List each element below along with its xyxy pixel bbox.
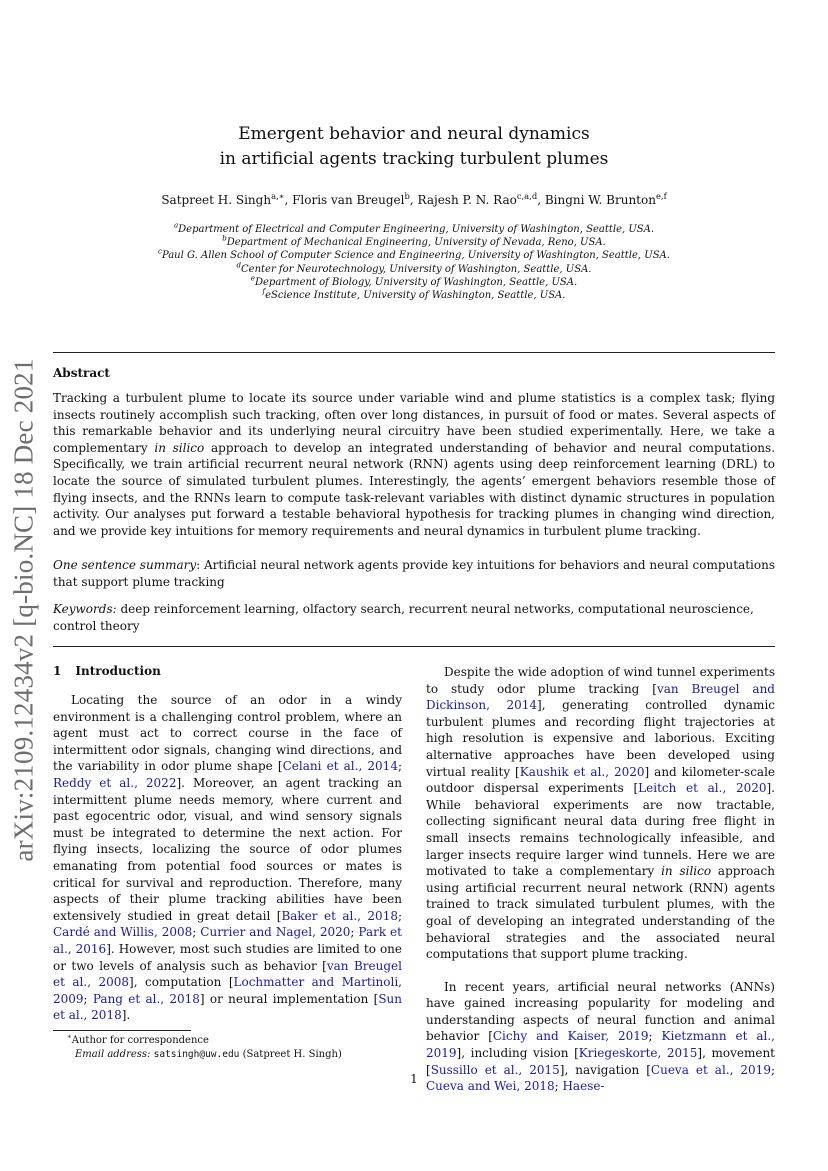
affiliation-line bbox=[110, 249, 718, 262]
citation-link[interactable]: Cardé and Willis, 2008 bbox=[53, 925, 193, 940]
citation-link[interactable]: Currier and Nagel, 2020 bbox=[200, 925, 351, 940]
citation-link[interactable]: Leitch et al., 2020 bbox=[638, 781, 767, 796]
citation-link[interactable]: Baker et al., 2018 bbox=[281, 908, 398, 923]
author-affiliation-mark: a,∗ bbox=[271, 191, 285, 201]
section-heading-introduction bbox=[53, 664, 161, 678]
abstract-text-1: Tracking a turbulent plume to locate its source under variable wind and plume statistics is a complex task; flying insects routinely accomplish such tracking, often over long distances, in pursuit of food or mates. Several aspects of this remarkable behavior and its underlying neural circuitry have been studied experimentally. Here, we take a complementary bbox=[53, 391, 775, 455]
affiliation-line bbox=[110, 263, 718, 276]
citation-link[interactable]: van Breugel et al., 2008 bbox=[53, 958, 402, 990]
one-sentence-summary bbox=[53, 557, 775, 590]
abstract-text-italic: in silico bbox=[154, 440, 205, 455]
body-text: ; bbox=[350, 925, 359, 940]
left-column bbox=[53, 692, 402, 1024]
arxiv-identifier: arXiv:2109.12434v2 [q-bio.NC] 18 Dec 2021 bbox=[8, 357, 39, 862]
affiliation-mark: a bbox=[173, 221, 179, 230]
body-text: ] or neural implementation [ bbox=[199, 991, 379, 1006]
citation-link[interactable]: Celani et al., 2014 bbox=[282, 759, 398, 774]
affiliation-line bbox=[110, 223, 718, 236]
abstract-body bbox=[53, 390, 775, 539]
keywords-text: deep reinforcement learning, olfactory search, recurrent neural networks, computational neuroscience, control theory bbox=[53, 602, 754, 633]
abstract-heading: Abstract bbox=[53, 366, 110, 380]
citation-link[interactable]: Park et al., 2016 bbox=[53, 925, 402, 956]
body-text: ] and kilometer-scale outdoor dispersal experiments [ bbox=[426, 764, 776, 796]
citation-link[interactable]: Haese- bbox=[562, 1079, 605, 1094]
email-address-link[interactable]: satsingh@uw.edu bbox=[153, 1049, 240, 1060]
title-line-1: Emergent behavior and neural dynamics bbox=[238, 124, 590, 144]
body-text: Despite the wide adoption of wind tunnel experiments to study odor plume tracking [ bbox=[426, 665, 775, 696]
affiliation-mark: d bbox=[236, 261, 241, 270]
citation-link[interactable]: Sun et al., 2018 bbox=[53, 991, 402, 1023]
affiliation-text: Department of Electrical and Computer Engineering, University of Washington, Seattle, USA. bbox=[178, 224, 655, 235]
body-text: ]. While behavioral experiments are now tractable, collecting significant neural data during free flight in small insects remains technologically infeasible, and larger insects require larger wind tunnels. Here we are motivated to take a complementary bbox=[426, 781, 775, 879]
body-text: ], generating controlled dynamic turbulent plumes and recording flight trajectories at high resolution is expensive and laborious. Exciting alternative approaches have been developed using virtual reality [ bbox=[426, 698, 775, 779]
body-text: ], navigation [ bbox=[559, 1062, 651, 1077]
arxiv-sidebar-stamp bbox=[2, 347, 46, 872]
citation-link[interactable]: Cueva and Wei, 2018 bbox=[426, 1079, 555, 1094]
citation-link[interactable]: Reddy et al., 2022 bbox=[53, 775, 177, 790]
author-name: Satpreet H. Singh bbox=[161, 193, 272, 207]
paper-title bbox=[110, 122, 718, 172]
body-text: ; bbox=[648, 1029, 662, 1044]
affiliation-list bbox=[110, 223, 718, 302]
email-label: Email address: bbox=[75, 1049, 151, 1060]
body-text: ; bbox=[397, 908, 403, 923]
citation-link[interactable]: van Breugel and Dickinson, 2014 bbox=[426, 681, 775, 713]
affiliation-mark: e bbox=[250, 274, 255, 283]
italic-text: in silico bbox=[661, 864, 712, 879]
body-text: ], computation [ bbox=[129, 975, 234, 990]
citation-link[interactable]: Kriegeskorte, 2015 bbox=[578, 1046, 698, 1061]
citation-link[interactable]: Pang et al., 2018 bbox=[92, 991, 200, 1006]
page-number: 1 bbox=[410, 1072, 418, 1086]
affiliation-line bbox=[110, 276, 718, 289]
body-text: ; bbox=[192, 925, 201, 940]
body-text: ; bbox=[397, 759, 402, 774]
abstract-bottom-rule bbox=[53, 646, 775, 647]
body-text: ; bbox=[554, 1079, 563, 1094]
affiliation-mark: b bbox=[222, 234, 227, 243]
abstract-top-rule bbox=[53, 352, 775, 353]
footnote-mark: ∗ bbox=[67, 1032, 72, 1041]
body-text: ]. bbox=[121, 1008, 131, 1023]
author-name: Floris van Breugel bbox=[292, 193, 405, 207]
body-text: In recent years, artificial neural networks (ANNs) have gained increasing popularity for modeling and understanding aspects of neural function and animal behavior [ bbox=[426, 979, 775, 1044]
affiliation-mark: f bbox=[262, 287, 266, 296]
author-affiliation-mark: c,a,d bbox=[516, 191, 538, 201]
author-name: Rajesh P. N. Rao bbox=[417, 193, 517, 207]
summary-label: One sentence summary bbox=[53, 558, 197, 572]
citation-link[interactable]: Sussillo et al., 2015 bbox=[430, 1062, 560, 1077]
section-number: 1 bbox=[53, 664, 62, 678]
body-text: ], movement [ bbox=[426, 1046, 775, 1077]
affiliation-text: Paul G. Allen School of Computer Science and Engineering, University of Washington, Seattle, USA. bbox=[161, 250, 670, 262]
intro-paragraph-1 bbox=[53, 692, 402, 1024]
affiliation-line bbox=[110, 289, 718, 302]
body-text: ], including vision [ bbox=[456, 1046, 579, 1061]
keywords-label: Keywords: bbox=[53, 602, 117, 616]
affiliation-mark: c bbox=[158, 248, 162, 257]
affiliation-line bbox=[110, 236, 718, 249]
footnote-text: Author for correspondence bbox=[71, 1035, 209, 1046]
footnote-correspondence bbox=[53, 1034, 407, 1048]
body-text: ]. Moreover, an agent tracking an intermittent plume needs memory, where current and past egocentric odor, visual, and wind sensory signals must be integrated to determine the next action. For flying insects, localizing the source of odor plumes emanating from potential food sources or mates is critical for survival and reproduction. Therefore, many aspects of their plume tracking abilities have been extensively studied in great detail [ bbox=[53, 775, 402, 923]
footnote-rule bbox=[53, 1030, 191, 1031]
abstract-text-2: approach to develop an integrated understanding of behavior and neural computations. Specifically, we train artificial recurrent neural network (RNN) agents using deep reinforcement learning (DRL) to locate the source of simulated turbulent plumes. Interestingly, the agents’ emergent behaviors resemble those of flying insects, and the RNNs learn to compute task-relevant variables with distinct dynamic structures in population activity. Our analyses put forward a testable behavioral hypothesis for tracking plumes in changing wind direction, and we provide key intuitions for memory requirements and neural dynamics in turbulent plume tracking. bbox=[53, 440, 776, 538]
affiliation-text: Department of Mechanical Engineering, University of Nevada, Reno, USA. bbox=[226, 237, 606, 249]
author-affiliation-mark: e,f bbox=[655, 191, 667, 201]
citation-link[interactable]: Cueva et al., 2019 bbox=[650, 1062, 771, 1077]
keywords bbox=[53, 601, 775, 634]
section-title: Introduction bbox=[75, 664, 161, 678]
affiliation-text: Center for Neurotechnology, University of Washington, Seattle, USA. bbox=[241, 263, 592, 275]
author-list: Satpreet H. Singh$^{a,∗}$, Floris van Breugel$^b$, Rajesh P. N. Rao$^{c,a,d}$, Bingni W. Brunton$^{e,f}$ bbox=[161, 191, 667, 207]
citation-link[interactable]: Kaushik et al., 2020 bbox=[519, 764, 645, 779]
affiliation-text: eScience Institute, University of Washington, Seattle, USA. bbox=[265, 290, 566, 302]
body-text: ]. However, most such studies are limited to one or two levels of analysis such as behavior [ bbox=[53, 941, 402, 973]
footnote-email bbox=[53, 1048, 415, 1062]
summary-text: : Artificial neural network agents provide key intuitions for behaviors and neural computations that support plume tracking bbox=[53, 558, 775, 589]
body-text: ; bbox=[770, 1062, 775, 1077]
intro-paragraph-2 bbox=[426, 664, 775, 963]
body-text: ; bbox=[83, 991, 93, 1006]
author-affiliation-mark: b bbox=[404, 191, 410, 201]
affiliation-text: Department of Biology, University of Washington, Seattle, USA. bbox=[255, 276, 578, 288]
citation-link[interactable]: Lochmatter and Martinoli, 2009 bbox=[53, 975, 402, 1006]
body-text: Locating the source of an odor in a windy environment is a challenging control problem, where an agent must act to correct course in the face of intermittent odor signals, changing wind directions, and the variability in odor plume shape [ bbox=[53, 693, 402, 774]
right-column bbox=[426, 664, 775, 1095]
body-text: approach using artificial recurrent neural network (RNN) agents trained to track simulated turbulent plumes, with the goal of developing an integrated understanding of the behavioral strategies and the associated neural computations that support plume tracking. bbox=[426, 864, 776, 962]
citation-link[interactable]: Kietzmann et al., 2019 bbox=[426, 1029, 775, 1061]
citation-link[interactable]: Cichy and Kaiser, 2019 bbox=[492, 1029, 649, 1044]
title-line-2: in artificial agents tracking turbulent plumes bbox=[219, 149, 609, 169]
email-owner: (Satpreet H. Singh) bbox=[239, 1049, 342, 1060]
author-name: Bingni W. Brunton bbox=[544, 193, 656, 207]
